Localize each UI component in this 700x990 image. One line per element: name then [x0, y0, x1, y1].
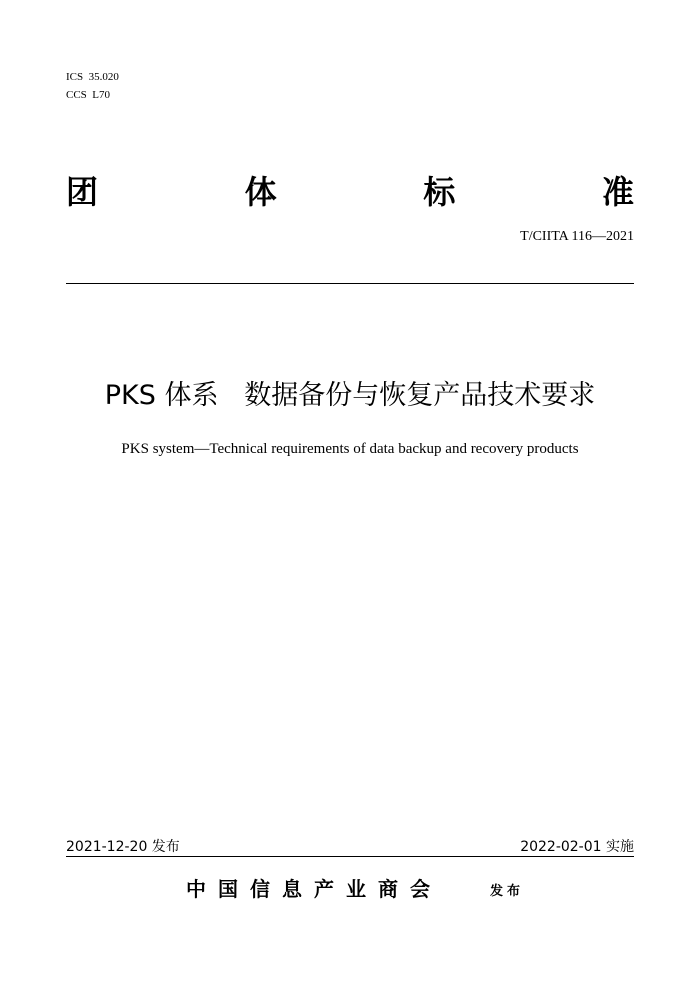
classification-codes [66, 68, 119, 104]
ccs-code: CCS L70 [66, 89, 111, 101]
top-divider [66, 283, 634, 284]
standard-type-char: 体 [244, 173, 277, 211]
standard-number: T/CIITA 116—2021 [520, 229, 634, 244]
publish-label: 发布 [490, 884, 525, 899]
document-title-english: PKS system—Technical requirements of data backup and recovery products [121, 441, 579, 457]
issuing-organization: 中国信息产业商会 [186, 877, 442, 901]
standard-type-char: 标 [423, 173, 456, 211]
document-title-chinese: PKS 体系 数据备份与恢复产品技术要求 [104, 380, 596, 411]
implementation-date: 2022-02-01 实施 [520, 839, 634, 855]
ics-code: ICS 35.020 [66, 71, 119, 83]
bottom-divider [66, 856, 634, 857]
issue-date: 2021-12-20 发布 [66, 839, 180, 855]
standard-type-heading [66, 172, 634, 212]
standard-type-char: 准 [601, 173, 634, 211]
standard-type-char: 团 [66, 173, 99, 211]
